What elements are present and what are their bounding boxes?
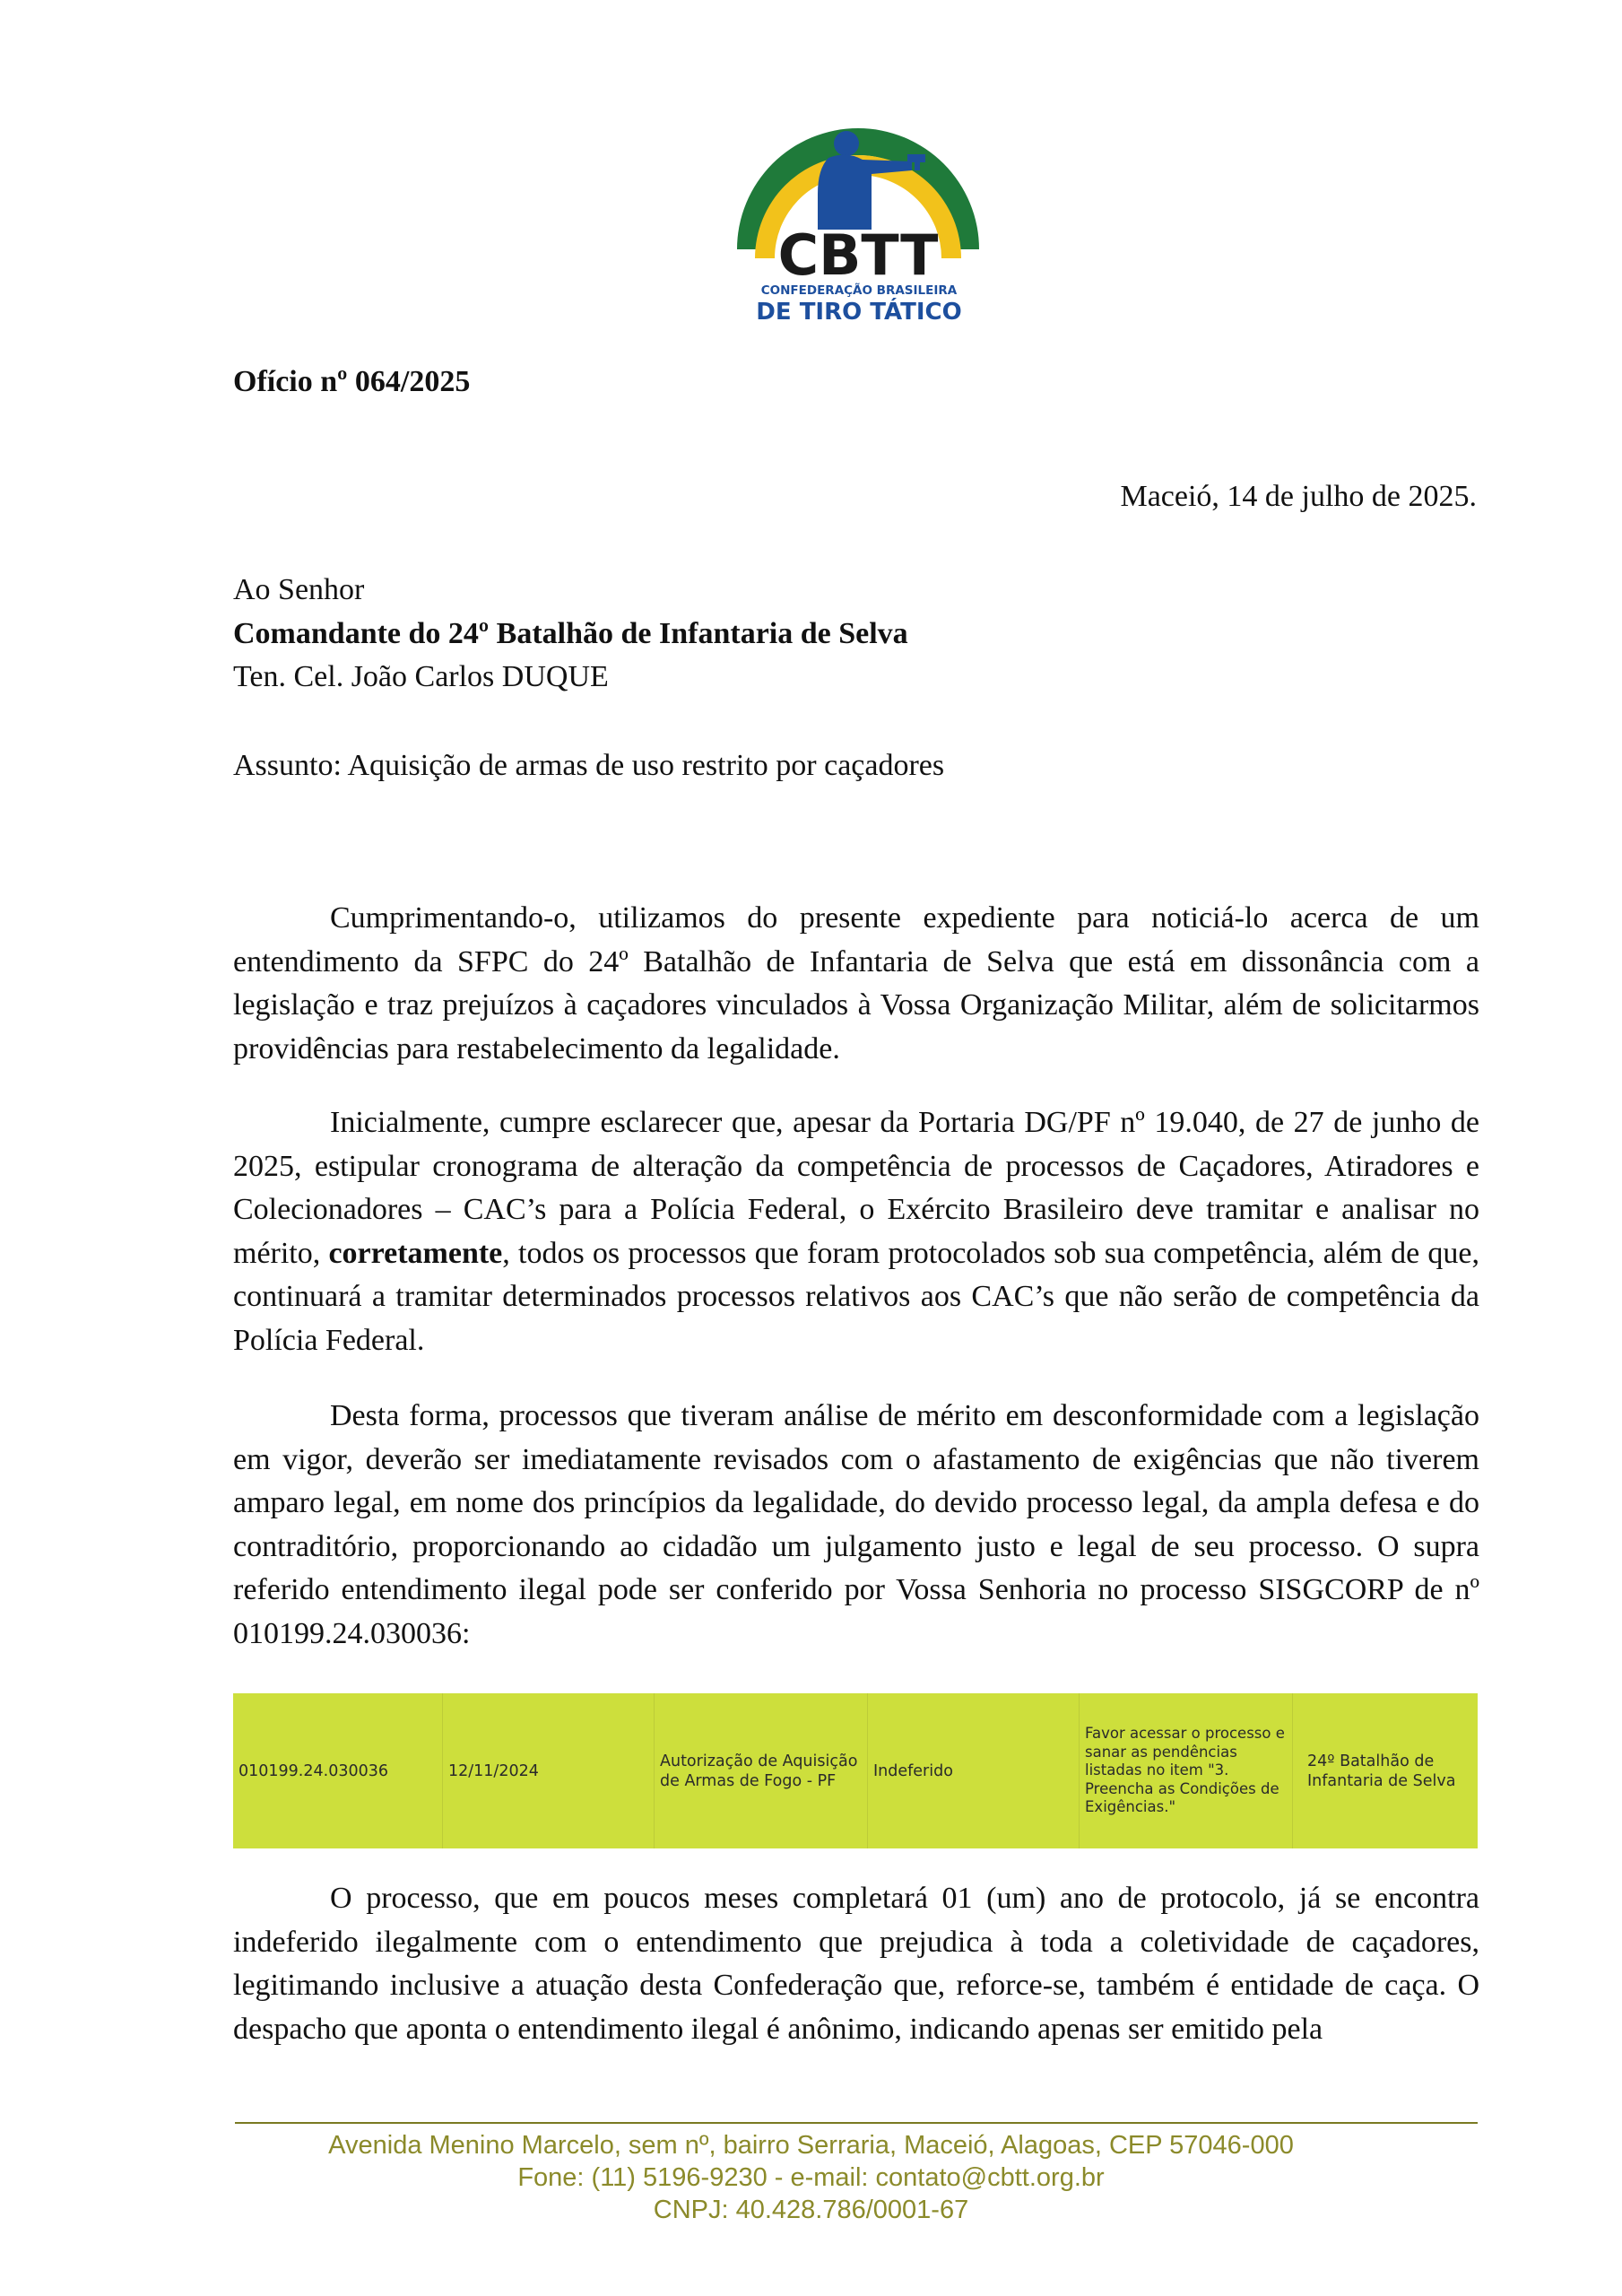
recipient-title: Comandante do 24º Batalhão de Infantaria de Selva (233, 616, 908, 650)
table-cell-unit: 24º Batalhão de Infantaria de Selva (1307, 1752, 1456, 1790)
logo-line2: DE TIRO TÁTICO (756, 299, 962, 326)
process-table-image (233, 1693, 1478, 1848)
table-cell-process-number: 010199.24.030036 (233, 1693, 443, 1848)
cbtt-logo (728, 124, 988, 332)
paragraph-3: Desta forma, processos que tiveram análise de mérito em desconformidade com a legislação em vigor, deverão ser imediatamente revisados com o afastamento de exigências que não tiverem amparo legal, em nome dos princípios da legalidade, do devido processo legal, da ampla defesa e do contraditório, proporcionando ao cidadão um julgamento justo e legal de seu processo. O supra referido entendimento ilegal pode ser conferido por Vossa Senhoria no processo SISGCORP de nº 010199.24.030036: (233, 1399, 1479, 1650)
paragraph-1: Cumprimentando-o, utilizamos do presente expediente para noticiá-lo acerca de um entendimento da SFPC do 24º Batalhão de Infantaria de Selva que está em dissonância com a legislação e traz prejuízos à caçadores vinculados à Vossa Organização Militar, além de solicitarmos providências para restabelecimento da legalidade. (233, 901, 1479, 1065)
recipient-block (233, 569, 1479, 700)
paragraph-2-part-b: , todos os processos que foram protocolados sob sua competência, além de que, continuará a tramitar determinados processos relativos aos CAC’s que não serão de competência da Polícia Federal. (233, 1236, 1479, 1357)
table-cell-type: Autorização de Aquisição de Armas de Fogo - PF (655, 1693, 868, 1848)
subject-line: Assunto: Aquisição de armas de uso restrito por caçadores (233, 749, 945, 782)
paragraph-2-part-a: Inicialmente, cumpre esclarecer que, apesar da Portaria DG/PF nº 19.040, de 27 de junho de 2025, estipular cronograma de alteração da competência de processos de Caçadores, Atiradores e Colecionadores – CAC’s para a Polícia Federal, o Exército Brasileiro deve tramitar e analisar no mérito, (233, 1106, 1479, 1270)
table-cell-message: Favor acessar o processo e sanar as pendências listadas no item "3. Preencha as Condições de Exigências." (1080, 1693, 1293, 1848)
recipient-salutation: Ao Senhor (233, 573, 365, 606)
table-cell-date: 12/11/2024 (443, 1693, 655, 1848)
paragraph-2 (233, 1101, 1479, 1362)
recipient-name: Ten. Cel. João Carlos DUQUE (233, 660, 609, 693)
logo-line1: CONFEDERAÇÃO BRASILEIRA (760, 283, 958, 298)
footer-cnpj: CNPJ: 40.428.786/0001-67 (653, 2196, 969, 2224)
logo-acronym: CBTT (777, 222, 939, 288)
footer-contact: Fone: (11) 5196-9230 - e-mail: contato@cbtt.org.br (517, 2163, 1105, 2192)
paragraph-2-bold: corretamente (328, 1236, 503, 1270)
letter-date: Maceió, 14 de julho de 2025. (1120, 480, 1477, 513)
oficio-number: Ofício nº 064/2025 (233, 365, 471, 398)
table-cell-status: Indeferido (868, 1693, 1080, 1848)
footer-address: Avenida Menino Marcelo, sem nº, bairro Serraria, Maceió, Alagoas, CEP 57046-000 (328, 2131, 1294, 2160)
footer-divider (235, 2122, 1478, 2124)
paragraph-4: O processo, que em poucos meses completará 01 (um) ano de protocolo, já se encontra indeferido ilegalmente com o entendimento que prejudica à toda a coletividade de caçadores, legitimando inclusive a atuação desta Confederação que, reforce-se, também é entidade de caça. O despacho que aponta o entendimento ilegal é anônimo, indicando apenas ser emitido pela (233, 1882, 1479, 2046)
